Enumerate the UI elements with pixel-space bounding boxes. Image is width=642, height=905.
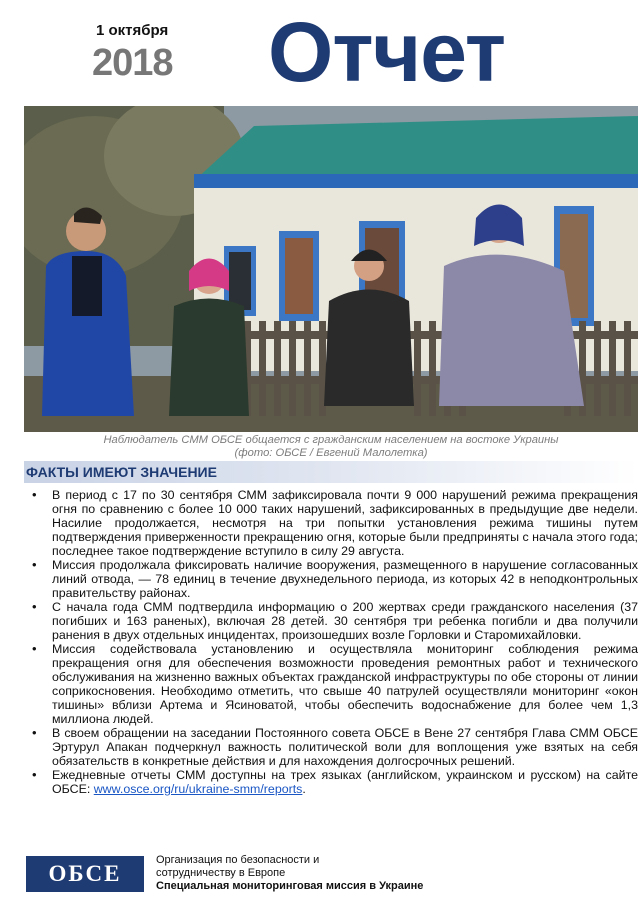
section-header bbox=[24, 461, 638, 483]
list-item bbox=[30, 558, 638, 600]
footer-line1: Организация по безопасности и bbox=[156, 854, 320, 866]
list-item bbox=[30, 768, 638, 796]
section-title: ФАКТЫ ИМЕЮТ ЗНАЧЕНИЕ bbox=[26, 464, 217, 480]
list-item bbox=[30, 600, 638, 642]
osce-logo-text: ОБСЕ bbox=[48, 861, 122, 886]
list-item bbox=[30, 726, 638, 768]
bullet-icon: • bbox=[32, 487, 37, 502]
facts-list bbox=[30, 488, 638, 796]
osce-logo bbox=[26, 856, 144, 892]
footer-line2: сотрудничеству в Европе bbox=[156, 867, 286, 879]
photo-caption-line1: Наблюдатель СММ ОБСЕ общается с гражданским населением на востоке Украины bbox=[103, 434, 559, 446]
cover-photo bbox=[24, 106, 638, 432]
list-item-suffix: . bbox=[302, 782, 306, 796]
list-item bbox=[30, 642, 638, 726]
list-item-text: Миссия продолжала фиксировать наличие вооружения, размещенного в нарушение согласованных линий отвода, — 78 единиц в течение двухнедельного периода, из которых 42 в неподконтрольных правительству районах. bbox=[52, 558, 638, 600]
list-item-text: Ежедневные отчеты СММ доступны на трех языках (английском, украинском и русском) на сайте ОБСЕ: bbox=[52, 768, 638, 796]
list-item-text: В своем обращении на заседании Постоянного совета ОБСЕ в Вене 27 сентября Глава СММ ОБСЕ Эртурул Апакан подчеркнул важность политической воли для воплощения уже взятых на себя обязательств в конкретные действия и для нахождения долгосрочных решений. bbox=[52, 726, 638, 768]
photo-caption bbox=[24, 434, 638, 459]
bullet-icon: • bbox=[32, 767, 37, 782]
list-item bbox=[30, 488, 638, 558]
list-item-text: С начала года СММ подтвердила информацию о 200 жертвах среди гражданского населения (37 погибших и 163 раненых), включая 28 детей. 30 сентября три ребенка погибли и два получили ранения в двух отдельных инцидентах, произошедших возле Горловки и Старомихайловки. bbox=[52, 600, 638, 642]
report-title: Отчет bbox=[268, 5, 505, 99]
photo-caption-line2: (фото: ОБСЕ / Евгений Малолетка) bbox=[234, 446, 428, 459]
footer-line3: Специальная мониторинговая миссия в Украине bbox=[156, 880, 424, 892]
list-item-text: Миссия содействовала установлению и осуществляла мониторинг соблюдения режима прекращения огня для обеспечения возможности проведения ремонтных работ и технического обслуживания на жизненно важных объектах гражданской инфраструктуры по обе стороны от линии соприкосновения. Необходимо отметить, что свыше 40 патрулей осуществляли мониторинг «окон тишины» вблизи Артема и Ясиноватой, чтобы обеспечить водоснабжение для более чем 1,3 миллиона людей. bbox=[52, 642, 638, 726]
reports-link[interactable]: www.osce.org/ru/ukraine-smm/reports bbox=[93, 782, 303, 796]
list-item-text: В период с 17 по 30 сентября СММ зафиксировала почти 9 000 нарушений режима прекращения огня по сравнению с более 10 000 таких нарушений, зафиксированных в предыдущие две недели. Насилие продолжается, несмотря на три попытки установления режима тишины путем подтверждения приверженности прекращению огня, которые были предприняты с начала этого года; последнее такое подтверждение вступило в силу 29 августа. bbox=[52, 488, 638, 558]
bullet-icon: • bbox=[32, 599, 37, 614]
bullet-icon: • bbox=[32, 641, 37, 656]
bullet-icon: • bbox=[32, 725, 37, 740]
bullet-icon: • bbox=[32, 557, 37, 572]
report-year: 2018 bbox=[92, 42, 173, 84]
footer-organization bbox=[156, 854, 423, 893]
report-date: 1 октября bbox=[96, 22, 169, 39]
